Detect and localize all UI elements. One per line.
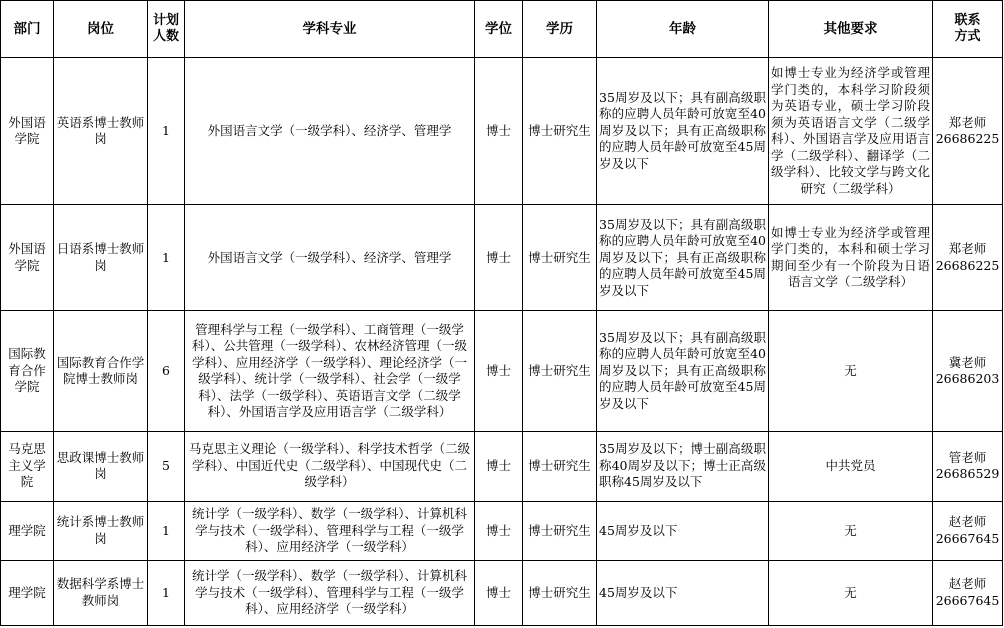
header-dept: 部门 — [1, 1, 54, 58]
contact-name: 冀老师 — [948, 354, 987, 370]
cell-plan: 1 — [148, 58, 185, 205]
header-position: 岗位 — [54, 1, 148, 58]
cell-other: 无 — [769, 501, 933, 560]
cell-education: 博士研究生 — [523, 560, 597, 625]
cell-major: 管理科学与工程（一级学科）、工商管理（一级学科）、公共管理（一级学科）、农林经济管理（一级学科）、应用经济学（一级学科）、理论经济学（一级学科）、统计学（一级学科）、社会学（一级学科）、法学（一级学科）、英语语言文学（二级学科）、外国语言学及应用语言学（二级学科） — [185, 311, 475, 431]
cell-contact — [933, 205, 1003, 311]
table-row — [1, 431, 1003, 501]
cell-age: 35周岁及以下；博士副高级职称40周岁及以下；博士正高级职称45周岁及以下 — [597, 431, 769, 501]
cell-position: 日语系博士教师岗 — [54, 205, 148, 311]
contact-name: 管老师 — [948, 449, 987, 465]
cell-major: 马克思主义理论（一级学科）、科学技术哲学（二级学科）、中国近代史（二级学科）、中国现代史（二级学科） — [185, 431, 475, 501]
cell-education: 博士研究生 — [523, 431, 597, 501]
cell-contact — [933, 58, 1003, 205]
header-plan-line1: 计划 — [152, 13, 179, 28]
contact-name: 郑老师 — [948, 114, 987, 130]
header-row — [1, 1, 1003, 58]
cell-age: 45周岁及以下 — [597, 501, 769, 560]
cell-dept: 外国语学院 — [1, 205, 54, 311]
contact-name: 赵老师 — [948, 514, 987, 530]
cell-major: 外国语言文学（一级学科）、经济学、管理学 — [185, 205, 475, 311]
cell-position: 国际教育合作学院博士教师岗 — [54, 311, 148, 431]
header-contact-line2: 方式 — [954, 29, 981, 44]
contact-phone: 26667645 — [935, 530, 1000, 546]
header-age: 年龄 — [597, 1, 769, 58]
cell-education: 博士研究生 — [523, 205, 597, 311]
contact-name: 郑老师 — [948, 241, 987, 257]
cell-age: 45周岁及以下 — [597, 560, 769, 625]
cell-age: 35周岁及以下；具有副高级职称的应聘人员年龄可放宽至40周岁及以下；具有正高级职称的应聘人员年龄可放宽至45周岁及以下 — [597, 58, 769, 205]
cell-degree: 博士 — [475, 501, 523, 560]
header-plan — [148, 1, 185, 58]
header-plan-line2: 人数 — [152, 29, 179, 44]
cell-plan: 1 — [148, 205, 185, 311]
cell-degree: 博士 — [475, 205, 523, 311]
cell-contact — [933, 560, 1003, 625]
cell-contact — [933, 501, 1003, 560]
cell-dept: 外国语学院 — [1, 58, 54, 205]
contact-phone: 26686203 — [935, 371, 1000, 387]
cell-other: 中共党员 — [769, 431, 933, 501]
cell-contact — [933, 311, 1003, 431]
cell-other: 无 — [769, 560, 933, 625]
table-row — [1, 560, 1003, 625]
contact-phone: 26686225 — [935, 131, 1000, 147]
cell-plan: 6 — [148, 311, 185, 431]
header-contact-line1: 联系 — [954, 13, 981, 28]
cell-dept: 马克思主义学院 — [1, 431, 54, 501]
cell-degree: 博士 — [475, 431, 523, 501]
cell-plan: 5 — [148, 431, 185, 501]
cell-education: 博士研究生 — [523, 58, 597, 205]
cell-major: 统计学（一级学科）、数学（一级学科）、计算机科学与技术（一级学科）、管理科学与工程（一级学科）、应用经济学（一级学科） — [185, 560, 475, 625]
cell-plan: 1 — [148, 560, 185, 625]
cell-age: 35周岁及以下；具有副高级职称的应聘人员年龄可放宽至40周岁及以下；具有正高级职称的应聘人员年龄可放宽至45周岁及以下 — [597, 205, 769, 311]
cell-major: 统计学（一级学科）、数学（一级学科）、计算机科学与技术（一级学科）、管理科学与工程（一级学科）、应用经济学（一级学科） — [185, 501, 475, 560]
cell-position: 思政课博士教师岗 — [54, 431, 148, 501]
cell-plan: 1 — [148, 501, 185, 560]
cell-other: 无 — [769, 311, 933, 431]
table-row — [1, 58, 1003, 205]
header-major: 学科专业 — [185, 1, 475, 58]
cell-contact — [933, 431, 1003, 501]
cell-other: 如博士专业为经济学或管理学门类的，本科和硕士学习期间至少有一个阶段为日语语言文学（二级学科） — [769, 205, 933, 311]
cell-degree: 博士 — [475, 560, 523, 625]
cell-dept: 国际教育合作学院 — [1, 311, 54, 431]
table-row — [1, 501, 1003, 560]
header-contact — [933, 1, 1003, 58]
contact-phone: 26686529 — [935, 466, 1000, 482]
cell-dept: 理学院 — [1, 501, 54, 560]
table-row — [1, 311, 1003, 431]
cell-dept: 理学院 — [1, 560, 54, 625]
cell-position: 数据科学系博士教师岗 — [54, 560, 148, 625]
cell-position: 英语系博士教师岗 — [54, 58, 148, 205]
cell-degree: 博士 — [475, 311, 523, 431]
table-row — [1, 205, 1003, 311]
cell-other: 如博士专业为经济学或管理学门类的，本科学习阶段须为英语专业，硕士学习阶段须为英语语言文学（二级学科）、外国语言学及应用语言学（二级学科）、翻译学（二级学科）、比较文学与跨文化研究（二级学科） — [769, 58, 933, 205]
cell-degree: 博士 — [475, 58, 523, 205]
header-education: 学历 — [523, 1, 597, 58]
cell-position: 统计系博士教师岗 — [54, 501, 148, 560]
cell-major: 外国语言文学（一级学科）、经济学、管理学 — [185, 58, 475, 205]
contact-phone: 26686225 — [935, 257, 1000, 273]
contact-name: 赵老师 — [948, 576, 987, 592]
contact-phone: 26667645 — [935, 592, 1000, 608]
cell-age: 35周岁及以下；具有副高级职称的应聘人员年龄可放宽至40周岁及以下；具有正高级职称的应聘人员年龄可放宽至45周岁及以下 — [597, 311, 769, 431]
header-other: 其他要求 — [769, 1, 933, 58]
header-degree: 学位 — [475, 1, 523, 58]
cell-education: 博士研究生 — [523, 311, 597, 431]
cell-education: 博士研究生 — [523, 501, 597, 560]
